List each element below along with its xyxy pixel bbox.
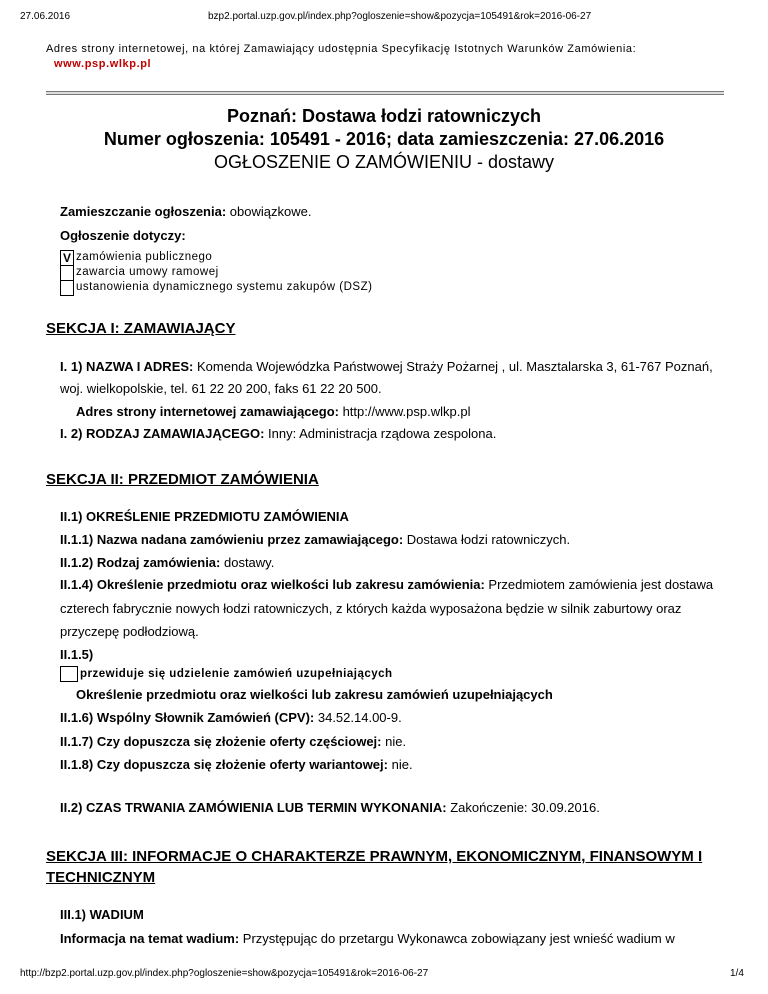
ii11-label: II.1.1) Nazwa nadana zamówieniu przez zamawiającego: [60,532,404,547]
ii18-row [60,757,413,772]
ii15-label: II.1.5) [60,647,94,662]
checkbox-public-procurement: V [60,250,74,266]
print-footer-url: http://bzp2.portal.uzp.gov.pl/index.php?ogloszenie=show&pozycja=105491&rok=2016-06-27 [20,968,429,979]
ii14-value: Przedmiotem zamówienia jest dostawa [484,577,714,592]
wadium-label: Informacja na temat wadium: [60,931,240,946]
www-label: Adres strony internetowej zamawiającego: [76,404,339,419]
ii12-label: II.1.2) Rodzaj zamówienia: [60,555,221,570]
ii12-value: dostawy. [220,555,275,570]
placement-row [60,204,311,219]
ii17-label: II.1.7) Czy dopuszcza się złożenie oferty częściowej: [60,734,382,749]
www-row [76,404,470,419]
checkbox-supplementary [60,666,78,682]
ii14-continuation-1: czterech fabrycznie nowych łodzi ratowniczych, z których każda wyposażona będzie w silnik zaburtowy oraz [60,601,682,616]
i1-continuation: woj. wielkopolskie, tel. 61 22 20 200, faks 61 22 20 500. [60,381,382,396]
www-value: http://www.psp.wlkp.pl [338,404,471,419]
supplementary-scope: Określenie przedmiotu oraz wielkości lub zakresu zamówień uzupełniających [76,687,553,702]
wadium-value: Przystępując do przetargu Wykonawca zobowiązany jest wnieść wadium w [239,931,675,946]
ii16-value: 34.52.14.00-9. [314,710,402,725]
horizontal-rule [46,91,724,95]
ii17-value: nie. [381,734,407,749]
i2-value: Inny: Administracja rządowa zespolona. [264,426,497,441]
i1-value: Komenda Wojewódzka Państwowej Straży Pożarnej , ul. Masztalarska 3, 61-767 Poznań, [193,359,713,374]
section-1-heading: SEKCJA I: ZAMAWIAJĄCY [46,320,236,337]
iii1-heading: III.1) WADIUM [60,907,144,922]
ii12-row [60,555,274,570]
ii17-row [60,734,406,749]
section-3-heading-line2: TECHNICZNYM [46,869,156,886]
notice-type: OGŁOSZENIE O ZAMÓWIENIU - dostawy [213,152,555,172]
ii2-label: II.2) CZAS TRWANIA ZAMÓWIENIA LUB TERMIN WYKONANIA: [60,800,447,815]
checkbox-dps [60,280,74,296]
checkbox-framework-agreement [60,265,74,281]
ii16-label: II.1.6) Wspólny Słownik Zamówień (CPV): [60,710,315,725]
section-2-heading: SEKCJA II: PRZEDMIOT ZAMÓWIENIA [46,471,319,488]
page-title: Poznań: Dostawa łodzi ratowniczych [226,106,542,126]
ii11-value: Dostawa łodzi ratowniczych. [403,532,571,547]
ii11-row [60,532,570,547]
i1-row [60,359,713,374]
i1-label: I. 1) NAZWA I ADRES: [60,359,194,374]
concerns-label: Ogłoszenie dotyczy: [60,228,186,243]
ii14-row [60,577,713,592]
print-page-number: 1/4 [730,968,744,979]
print-date: 27.06.2016 [20,11,71,22]
i2-label: I. 2) RODZAJ ZAMAWIAJĄCEGO: [60,426,265,441]
supplementary-label: przewiduje się udzielenie zamówień uzupełniających [80,668,393,680]
ii2-value: Zakończenie: 30.09.2016. [446,800,600,815]
section-3-heading-line1: SEKCJA III: INFORMACJE O CHARAKTERZE PRAWNYM, EKONOMICZNYM, FINANSOWYM I [46,848,703,865]
wadium-row [60,931,675,946]
ii2-row [60,800,600,815]
ii14-label: II.1.4) Określenie przedmiotu oraz wielkości lub zakresu zamówienia: [60,577,485,592]
ii1-heading: II.1) OKREŚLENIE PRZEDMIOTU ZAMÓWIENIA [60,509,349,524]
option-label: zawarcia umowy ramowej [76,266,219,278]
ii16-row [60,710,402,725]
option-label: ustanowienia dynamicznego systemu zakupów (DSZ) [76,281,373,293]
print-url: bzp2.portal.uzp.gov.pl/index.php?ogloszenie=show&pozycja=105491&rok=2016-06-27 [208,11,592,22]
placement-value: obowiązkowe. [226,204,312,219]
ii18-label: II.1.8) Czy dopuszcza się złożenie oferty wariantowej: [60,757,388,772]
siwz-link[interactable]: www.psp.wlkp.pl [54,58,152,70]
ii18-value: nie. [387,757,413,772]
i2-row [60,426,496,441]
option-label: zamówienia publicznego [76,251,213,263]
siwz-notice-text: Adres strony internetowej, na której Zamawiający udostępnia Specyfikację Istotnych Warunków Zamówienia: [46,43,637,55]
ii14-continuation-2: przyczepę podłodziową. [60,624,199,639]
placement-label: Zamieszczanie ogłoszenia: [60,204,227,219]
notice-number: Numer ogłoszenia: 105491 - 2016; data zamieszczenia: 27.06.2016 [103,129,665,149]
